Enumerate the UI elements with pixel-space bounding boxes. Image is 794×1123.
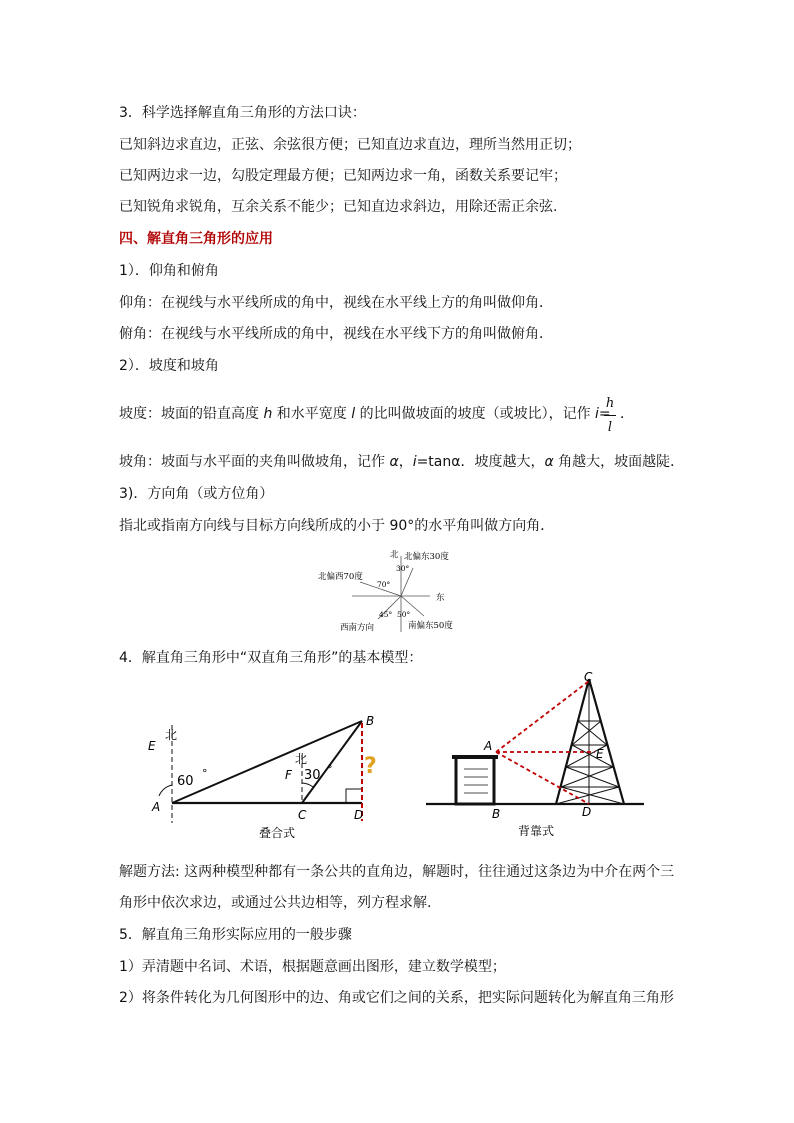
slope-fraction <box>602 396 618 444</box>
caption-back-to-back: 背靠式 <box>518 824 555 838</box>
podu-def: 坡度：坡面的铅直高度 h 和水平宽度 l 的比叫做坡面的坡度（或坡比），记作 i= <box>119 406 611 422</box>
rule-line-1: 已知斜边求直边，正弦、余弦很方便；已知直边求直边，理所当然用正切； <box>119 137 581 153</box>
compass-angle-30: 30° <box>396 564 410 573</box>
label-north-2: 北 <box>295 752 308 766</box>
label-e: E <box>148 739 156 753</box>
compass-diagram <box>312 546 492 636</box>
compass-angle-50: 50° <box>397 610 411 619</box>
compass-nw-label: 北偏西70度 <box>318 572 363 582</box>
stacked-model-figure <box>140 705 400 845</box>
label-angle-60: 60 <box>177 774 194 789</box>
rule-title: 3．科学选择解直角三角形的方法口诀： <box>119 105 366 121</box>
fraction-denominator: l <box>607 420 613 435</box>
subsection-5: 5．解直角三角形实际应用的一般步骤 <box>119 927 352 943</box>
compass-angle-45: 45° <box>379 610 393 619</box>
compass-east: 东 <box>436 593 445 603</box>
step-1: 1）弄清题中名词、术语，根据题意画出图形，建立数学模型； <box>119 959 506 975</box>
tower-brace-6 <box>561 767 613 787</box>
label-d: D <box>354 808 364 822</box>
label-north-1: 北 <box>165 728 178 742</box>
tower-brace-7 <box>561 787 624 804</box>
subsection-2: 2）．坡度和坡角 <box>119 358 219 374</box>
step-2: 2）将条件转化为几何图形中的边、角或它们之间的关系，把实际问题转化为解直角三角形 <box>119 990 674 1006</box>
angle-60-arc <box>159 785 172 796</box>
label-angle-30: 30 <box>304 768 321 783</box>
label-e2: E <box>596 747 604 761</box>
compass-ne-label: 北偏东30度 <box>404 552 449 562</box>
tower-right-leg <box>589 679 624 804</box>
line-ac-dashed <box>496 681 589 752</box>
section-heading: 四、解直角三角形的应用 <box>119 231 273 247</box>
fangxiang-def: 指北或指南方向线与目标方向线所成的小于 90°的水平角叫做方向角． <box>119 518 555 534</box>
method-line-1: 解题方法: 这两种模型种都有一条公共的直角边，解题时，往往通过这条边为中介在两个三 <box>119 864 675 880</box>
yangjiao-def: 仰角：在视线与水平线所成的角中，视线在水平线上方的角叫做仰角． <box>119 295 553 311</box>
question-mark: ? <box>364 754 377 779</box>
line-ad-dashed <box>496 752 589 804</box>
method-line-2: 角形中依次求边，或通过公共边相等，列方程求解. <box>119 895 432 911</box>
caption-stacked: 叠合式 <box>259 826 296 840</box>
subsection-3: 3)．方向角（或方位角） <box>119 486 274 502</box>
compass-sw-label: 西南方向 <box>340 623 375 633</box>
label-degree-1: ° <box>202 767 208 780</box>
tower-left-leg <box>556 679 589 804</box>
fraction-bar <box>604 415 616 416</box>
fraction-numerator: h <box>605 396 615 411</box>
label-b: B <box>366 714 375 728</box>
label-degree-2: ° <box>327 763 333 776</box>
fujiao-def: 俯角：在视线与水平线所成的角中，视线在水平线下方的角叫做俯角． <box>119 326 553 342</box>
label-b2: B <box>492 807 501 821</box>
label-a2: A <box>484 739 493 753</box>
pojiao-def: 坡角：坡面与水平面的夹角叫做坡角，记作 α，i=tanα．坡度越大，α 角越大，坡面越陡． <box>119 454 685 470</box>
label-c: C <box>298 808 307 822</box>
compass-se-label: 南偏东50度 <box>408 621 453 631</box>
tower-brace-5 <box>566 767 619 787</box>
podu-end: ． <box>620 406 634 422</box>
subsection-4: 4．解直角三角形中“双直角三角形”的基本模型： <box>119 650 423 666</box>
label-d2: D <box>582 805 592 819</box>
building <box>456 757 494 804</box>
compass-north: 北 <box>390 550 399 560</box>
back-to-back-figure <box>420 665 660 845</box>
right-angle-mark <box>346 789 362 803</box>
tower-brace-8 <box>556 787 619 804</box>
rule-line-2: 已知两边求一边，勾股定理最方便；已知两边求一角，函数关系要记牢； <box>119 168 567 184</box>
label-f: F <box>285 768 292 782</box>
label-a: A <box>152 800 161 814</box>
subsection-1: 1）．仰角和俯角 <box>119 263 219 279</box>
rule-line-3: 已知锐角求锐角，互余关系不能少；已知直边求斜边，用除还需正余弦. <box>119 199 558 215</box>
compass-angle-70: 70° <box>377 580 391 589</box>
line-ab <box>172 721 362 803</box>
angle-30-arc <box>302 783 313 787</box>
label-c2: C <box>584 670 593 684</box>
tower-brace-3 <box>572 745 613 767</box>
